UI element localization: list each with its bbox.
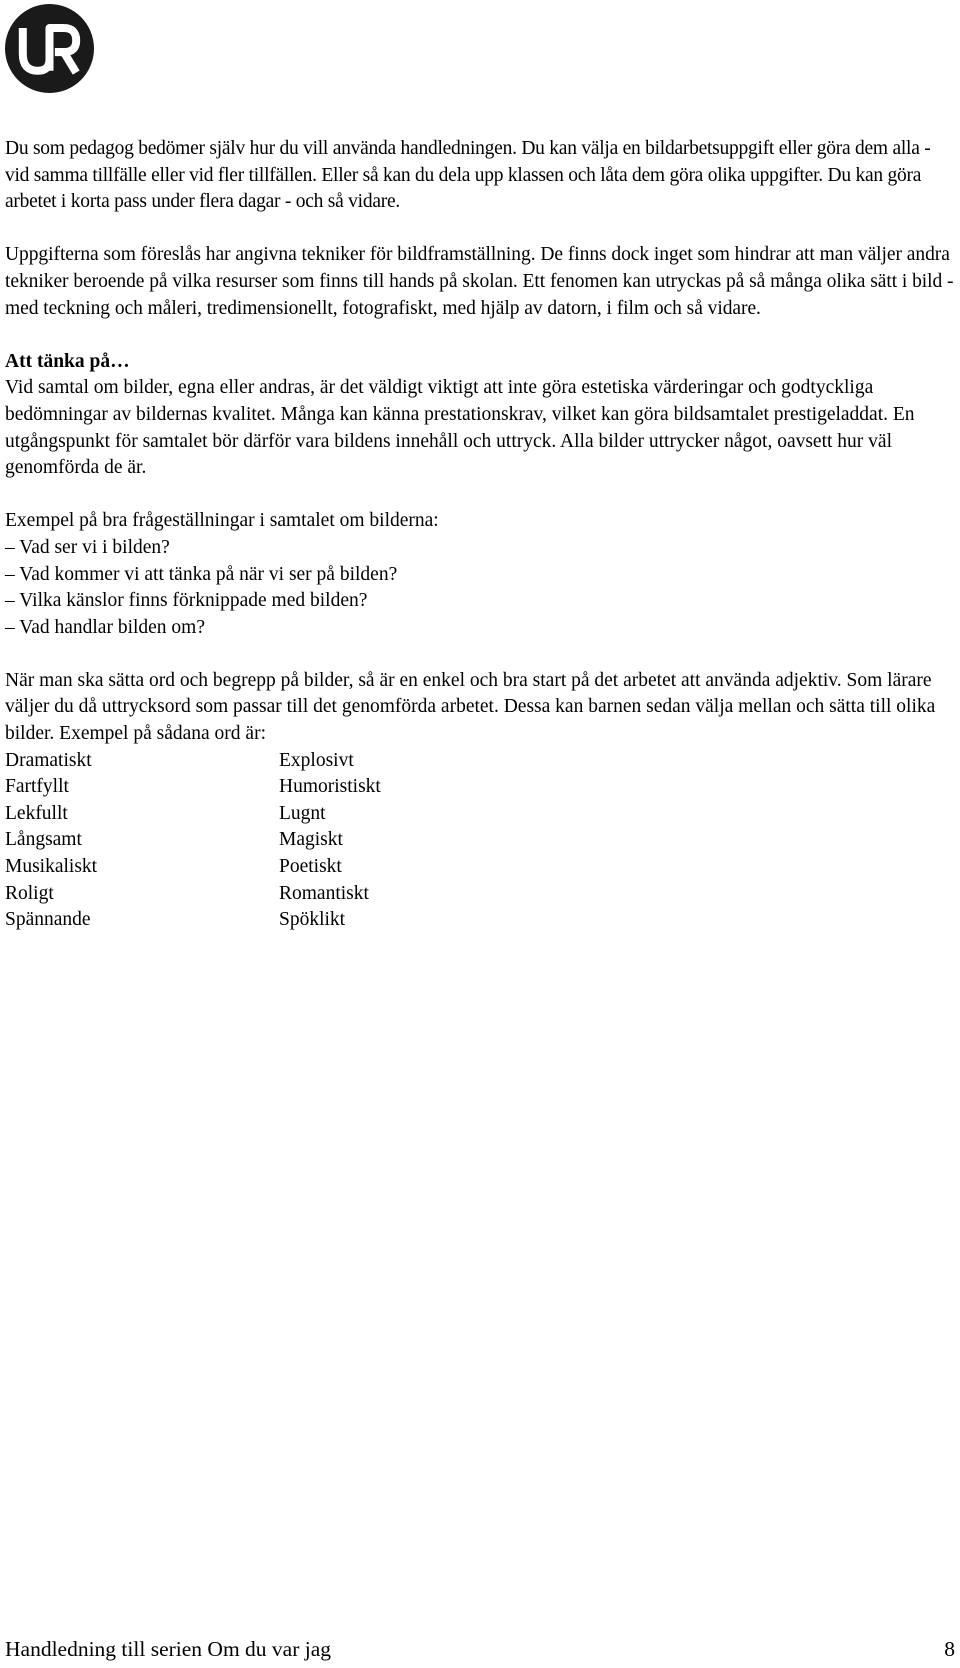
- techniques-paragraph: Uppgifterna som föreslås har angivna tekniker för bildframställning. De finns dock inget som hindrar att man väljer andra tekniker beroende på vilka resurser som finns till hands på skolan. Ett fenomen kan utryckas på så många olika sätt i bild - med teckning och måleri, tredimensionellt, fotografiskt, med hjälp av datorn, i film och så vidare.: [5, 244, 954, 319]
- word-cell: Magiskt: [279, 829, 343, 851]
- adjective-word-table: [5, 748, 955, 934]
- word-cell: Poetiskt: [279, 856, 342, 878]
- word-cell: Fartfyllt: [5, 776, 69, 798]
- discussion-paragraph: Vid samtal om bilder, egna eller andras, är det väldigt viktigt att inte göra estetiska värderingar och godtyckliga bedömningar av bildernas kvalitet. Många kan känna prestationskrav, vilket kan göra bildsamtalet prestigeladdat. En utgångspunkt för samtalet bör därför vara bildens innehåll och uttryck. Alla bilder uttrycker något, oavsett hur väl genomförda de är.: [5, 377, 915, 479]
- ur-logo-icon: [5, 4, 94, 93]
- list-item: – Vad handlar bilden om?: [5, 616, 206, 638]
- word-cell: Roligt: [5, 882, 54, 904]
- word-cell: Lekfullt: [5, 802, 68, 824]
- document-body: [5, 136, 955, 934]
- section-heading: Att tänka på…: [5, 350, 130, 372]
- word-cell: Musikaliskt: [5, 856, 98, 878]
- word-cell: Lugnt: [279, 802, 326, 824]
- word-cell: Spännande: [5, 909, 91, 931]
- word-cell: Explosivt: [279, 749, 354, 771]
- word-cell: Långsamt: [5, 829, 82, 851]
- list-item: – Vilka känslor finns förknippade med bilden?: [5, 590, 368, 612]
- list-item: – Vad ser vi i bilden?: [5, 536, 170, 558]
- questions-intro: Exempel på bra frågeställningar i samtalet om bilderna:: [5, 510, 439, 532]
- intro-paragraph: Du som pedagog bedömer själv hur du vill använda handledningen. Du kan välja en bildarbetsuppgift eller göra dem alla - vid samma tillfälle eller vid fler tillfällen. Eller så kan du dela upp klassen och låta dem göra olika uppgifter. Du kan göra arbetet i korta pass under flera dagar - och så vidare.: [5, 138, 931, 213]
- word-cell: Spöklikt: [279, 909, 346, 931]
- ur-logo: [5, 4, 94, 93]
- word-cell: Romantiskt: [279, 882, 369, 904]
- word-cell: Humoristiskt: [279, 776, 381, 798]
- adjectives-paragraph: När man ska sätta ord och begrepp på bilder, så är en enkel och bra start på det arbetet att använda adjektiv. Som lärare väljer du då uttrycksord som passar till det genomförda arbetet. Dessa kan barnen sedan välja mellan och sätta till olika bilder. Exempel på sådana ord är:: [5, 669, 936, 745]
- list-item: – Vad kommer vi att tänka på när vi ser på bilden?: [5, 563, 398, 585]
- page-footer: [5, 1636, 955, 1662]
- footer-title: Handledning till serien Om du var jag: [5, 1637, 332, 1661]
- page-number: 8: [944, 1637, 955, 1661]
- word-cell: Dramatiskt: [5, 749, 92, 771]
- questions-list: [5, 535, 955, 641]
